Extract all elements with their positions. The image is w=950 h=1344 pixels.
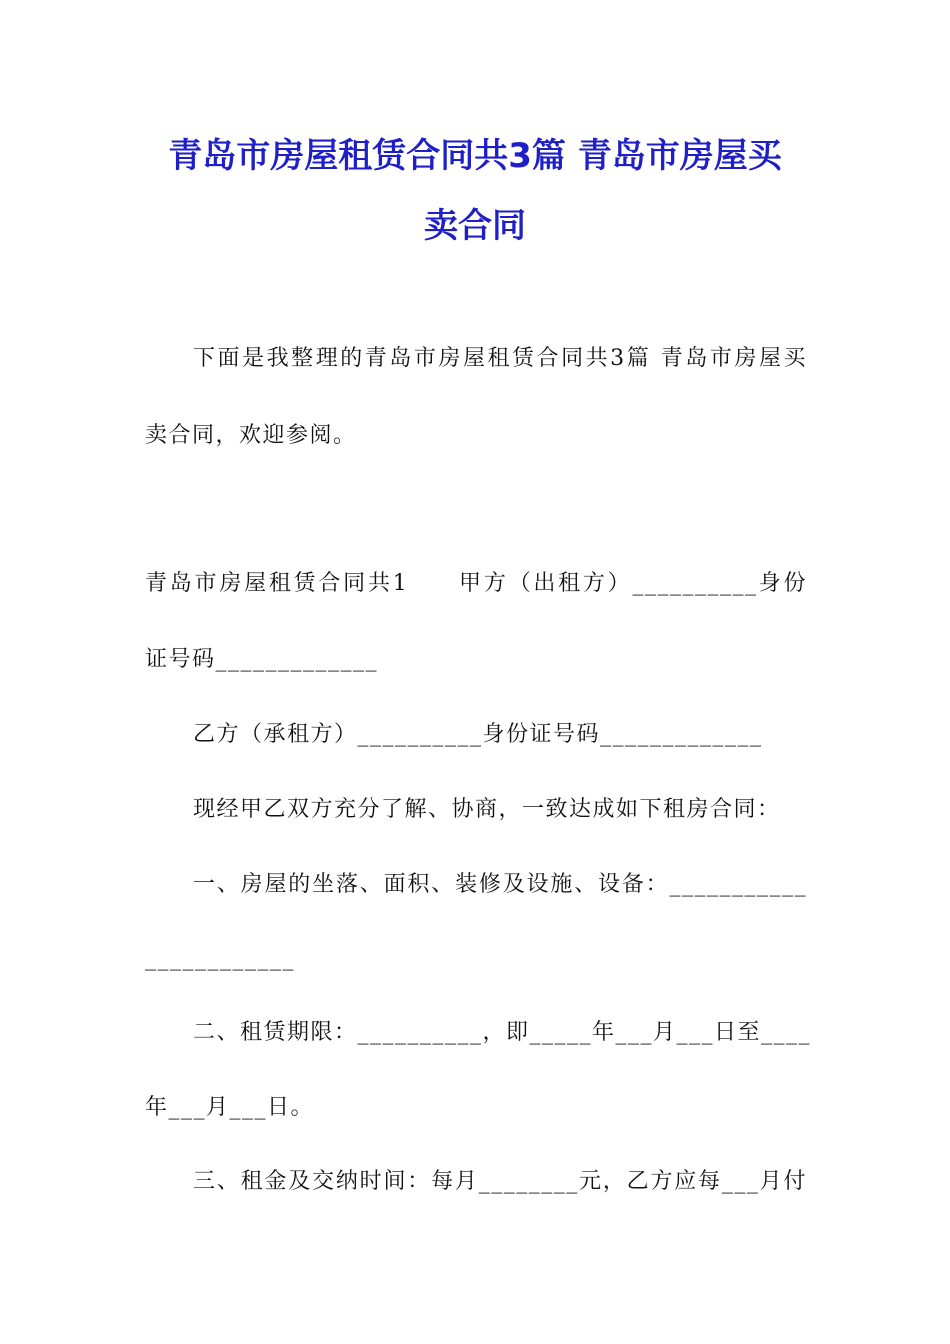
party-a-line-2: 证号码_____________ [145, 647, 379, 672]
party-a-line-1: 青岛市房屋租赁合同共1 甲方（出租方）__________身份 [145, 571, 807, 596]
intro-paragraph-line-1: 下面是我整理的青岛市房屋租赁合同共3篇 青岛市房屋买 [193, 346, 807, 371]
document-title-line-1: 青岛市房屋租赁合同共3篇 青岛市房屋买 [168, 136, 782, 176]
agreement-line: 现经甲乙双方充分了解、协商，一致达成如下租房合同： [193, 797, 781, 822]
party-b-line: 乙方（承租方）__________身份证号码_____________ [193, 722, 763, 747]
clause-1-line-2: ____________ [145, 946, 295, 971]
intro-paragraph-line-2: 卖合同，欢迎参阅。 [145, 423, 357, 448]
clause-1-line-1: 一、房屋的坐落、面积、装修及设施、设备：___________ [193, 872, 807, 897]
document-title-line-2: 卖合同 [424, 206, 526, 246]
clause-2-line-1: 二、租赁期限：__________，即_____年___月___日至____ [193, 1020, 812, 1045]
clause-3-line-1: 三、租金及交纳时间：每月________元，乙方应每___月付 [193, 1169, 807, 1194]
clause-2-line-2: 年___月___日。 [145, 1095, 315, 1120]
